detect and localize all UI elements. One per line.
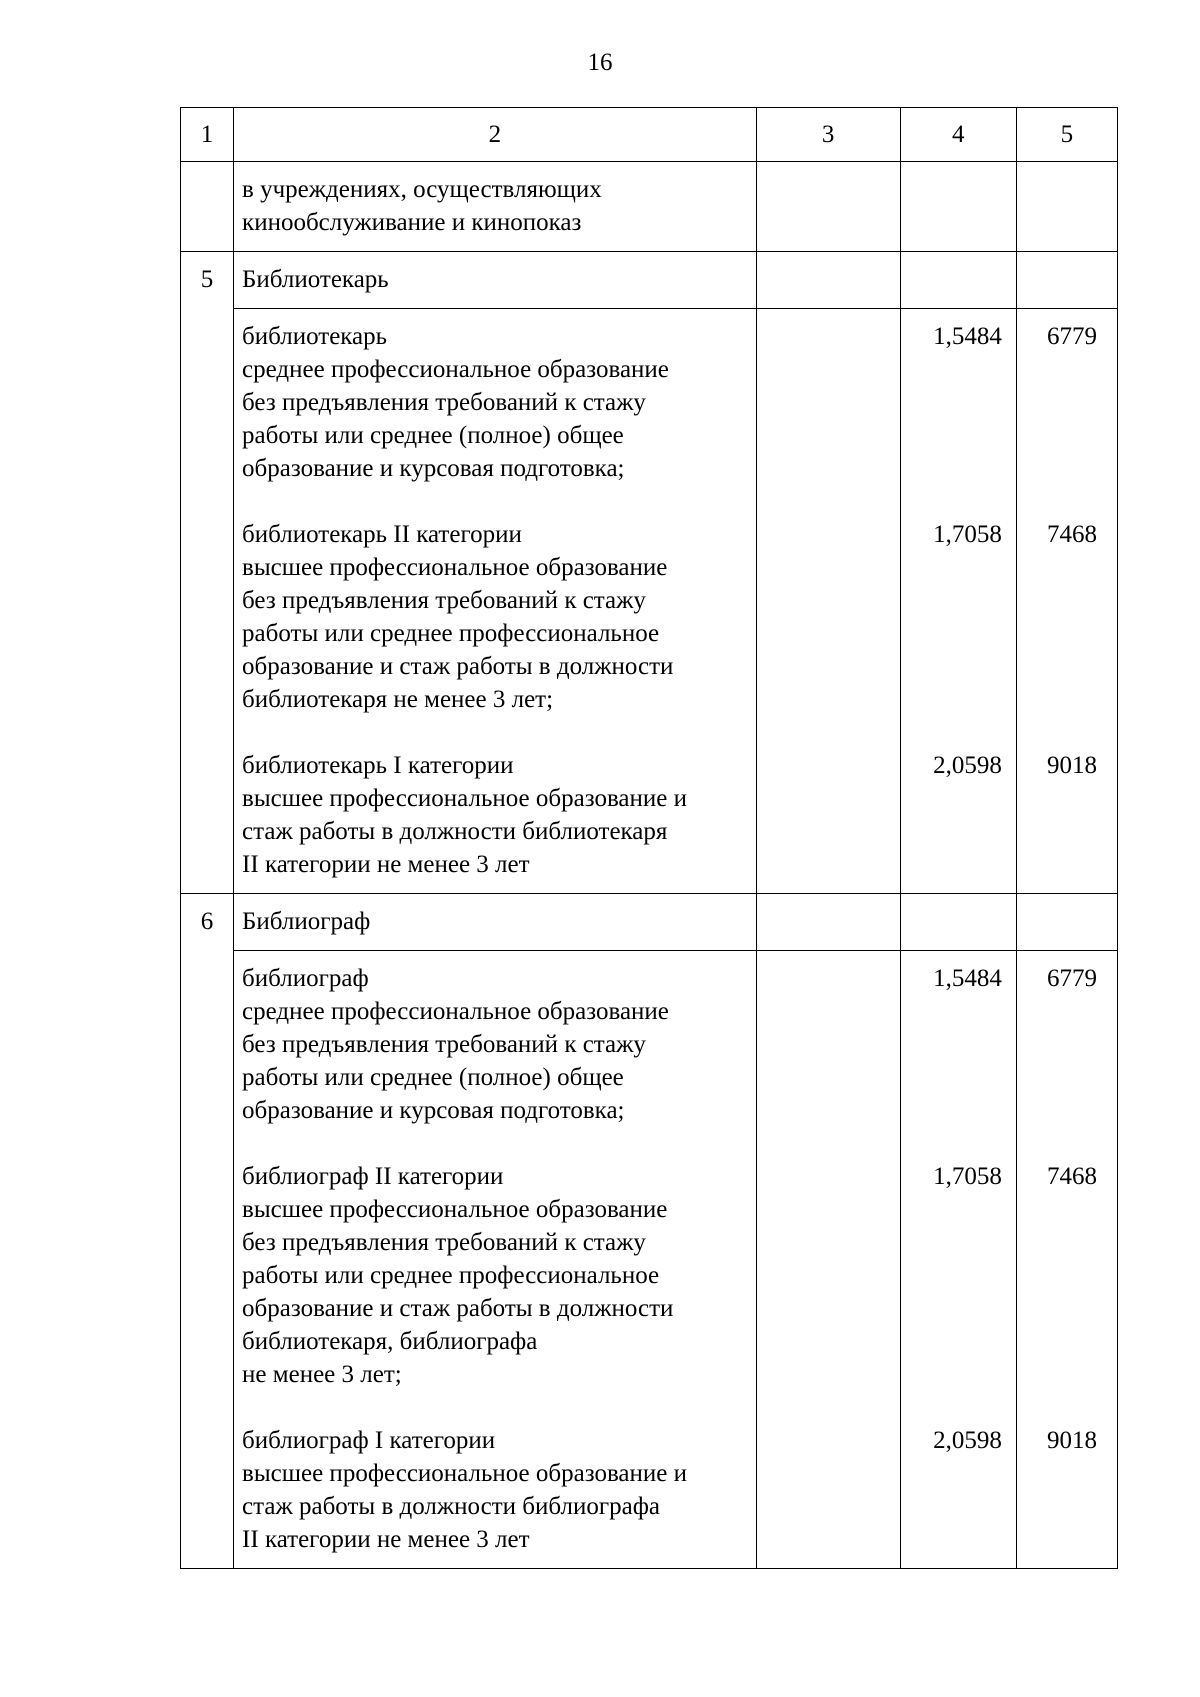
description-line: среднее профессиональное образование: [242, 356, 669, 383]
description-line: библиотекаря, библиографа: [242, 1328, 538, 1355]
description-line: без предъявления требований к стажу: [242, 587, 646, 614]
description-line: в учреждениях, осуществляющих: [242, 176, 602, 203]
description-line: без предъявления требований к стажу: [242, 389, 646, 416]
description-line: образование и стаж работы в должности: [242, 653, 674, 680]
col3-cell: [756, 252, 900, 309]
row-number-cell: [181, 162, 234, 252]
description-line: высшее профессиональное образование: [242, 554, 668, 581]
salary-value: 9018: [1047, 752, 1097, 779]
description-line: без предъявления требований к стажу: [242, 1031, 646, 1058]
position-descriptions: [234, 309, 757, 894]
coefficient-cell: [900, 951, 1016, 1569]
description-line: стаж работы в должности библиографа: [242, 1493, 660, 1520]
col4-cell: [900, 894, 1016, 951]
description-line: работы или среднее (полное) общее: [242, 1064, 624, 1091]
row-number-cell: [181, 309, 234, 894]
position-description: [234, 162, 757, 252]
salary-value: 9018: [1047, 1427, 1097, 1454]
row-number: 5: [181, 252, 234, 309]
table-row-group-details: [181, 951, 1118, 1569]
coefficient-value: 1,5484: [933, 965, 1002, 992]
description-line: II категории не менее 3 лет: [242, 851, 530, 878]
header-cell-5: 5: [1016, 108, 1117, 162]
group-title-text: Библиограф: [242, 908, 371, 935]
col3-cell: [756, 894, 900, 951]
col5-cell: [1016, 162, 1117, 252]
row-number: 6: [181, 894, 234, 951]
position-descriptions: [234, 951, 757, 1569]
salary-value: 7468: [1047, 1163, 1097, 1190]
salary-cell: [1016, 951, 1117, 1569]
description-line: не менее 3 лет;: [242, 1361, 402, 1388]
position-entry: [242, 749, 750, 881]
header-cell-1: 1: [181, 108, 234, 162]
coefficient-value: 1,5484: [933, 323, 1002, 350]
description-line: библиограф I категории: [242, 1427, 496, 1454]
table-row-group-title: [181, 894, 1118, 951]
salary-value: 7468: [1047, 521, 1097, 548]
description-line: библиотекаря не менее 3 лет;: [242, 686, 554, 713]
description-line: кинообслуживание и кинопоказ: [242, 209, 582, 236]
col5-cell: [1016, 894, 1117, 951]
position-entry: [242, 1160, 750, 1391]
description-line: без предъявления требований к стажу: [242, 1229, 646, 1256]
description-line: образование и стаж работы в должности: [242, 1295, 674, 1322]
description-line: стаж работы в должности библиотекаря: [242, 818, 668, 845]
description-line: библиотекарь I категории: [242, 752, 514, 779]
group-title-text: Библиотекарь: [242, 266, 389, 293]
description-line: высшее профессиональное образование и: [242, 785, 688, 812]
header-cell-3: 3: [756, 108, 900, 162]
table-header-row: [181, 108, 1118, 162]
description-line: образование и курсовая подготовка;: [242, 1097, 625, 1124]
position-entry: [242, 962, 750, 1127]
page-number: 16: [587, 49, 613, 76]
coefficient-value: 2,0598: [933, 1427, 1002, 1454]
header-cell-2: 2: [234, 108, 757, 162]
description-line: библиотекарь: [242, 323, 388, 350]
col4-cell: [900, 162, 1016, 252]
col3-cell: [756, 951, 900, 1569]
description-line: высшее профессиональное образование: [242, 1196, 668, 1223]
coefficient-value: 1,7058: [933, 521, 1002, 548]
description-line: высшее профессиональное образование и: [242, 1460, 688, 1487]
col3-cell: [756, 162, 900, 252]
description-line: библиотекарь II категории: [242, 521, 522, 548]
description-line: работы или среднее профессиональное: [242, 1262, 660, 1289]
col4-cell: [900, 252, 1016, 309]
salary-cell: [1016, 309, 1117, 894]
table-row-group-title: [181, 252, 1118, 309]
row-number-cell: [181, 951, 234, 1569]
table-row-group-details: [181, 309, 1118, 894]
group-title: [234, 894, 757, 951]
position-entry: [242, 320, 750, 485]
description-line: библиограф: [242, 965, 369, 992]
table-row-continuation: [181, 162, 1118, 252]
description-line: II категории не менее 3 лет: [242, 1526, 530, 1553]
position-entry: [242, 518, 750, 716]
position-entry: [242, 1424, 750, 1556]
salary-table: [180, 107, 1118, 1569]
col5-cell: [1016, 252, 1117, 309]
description-line: среднее профессиональное образование: [242, 998, 669, 1025]
coefficient-value: 1,7058: [933, 1163, 1002, 1190]
header-cell-4: 4: [900, 108, 1016, 162]
description-line: работы или среднее (полное) общее: [242, 422, 624, 449]
salary-value: 6779: [1047, 323, 1097, 350]
description-line: работы или среднее профессиональное: [242, 620, 660, 647]
description-line: образование и курсовая подготовка;: [242, 455, 625, 482]
description-line: библиограф II категории: [242, 1163, 504, 1190]
salary-value: 6779: [1047, 965, 1097, 992]
coefficient-value: 2,0598: [933, 752, 1002, 779]
group-title: [234, 252, 757, 309]
coefficient-cell: [900, 309, 1016, 894]
col3-cell: [756, 309, 900, 894]
